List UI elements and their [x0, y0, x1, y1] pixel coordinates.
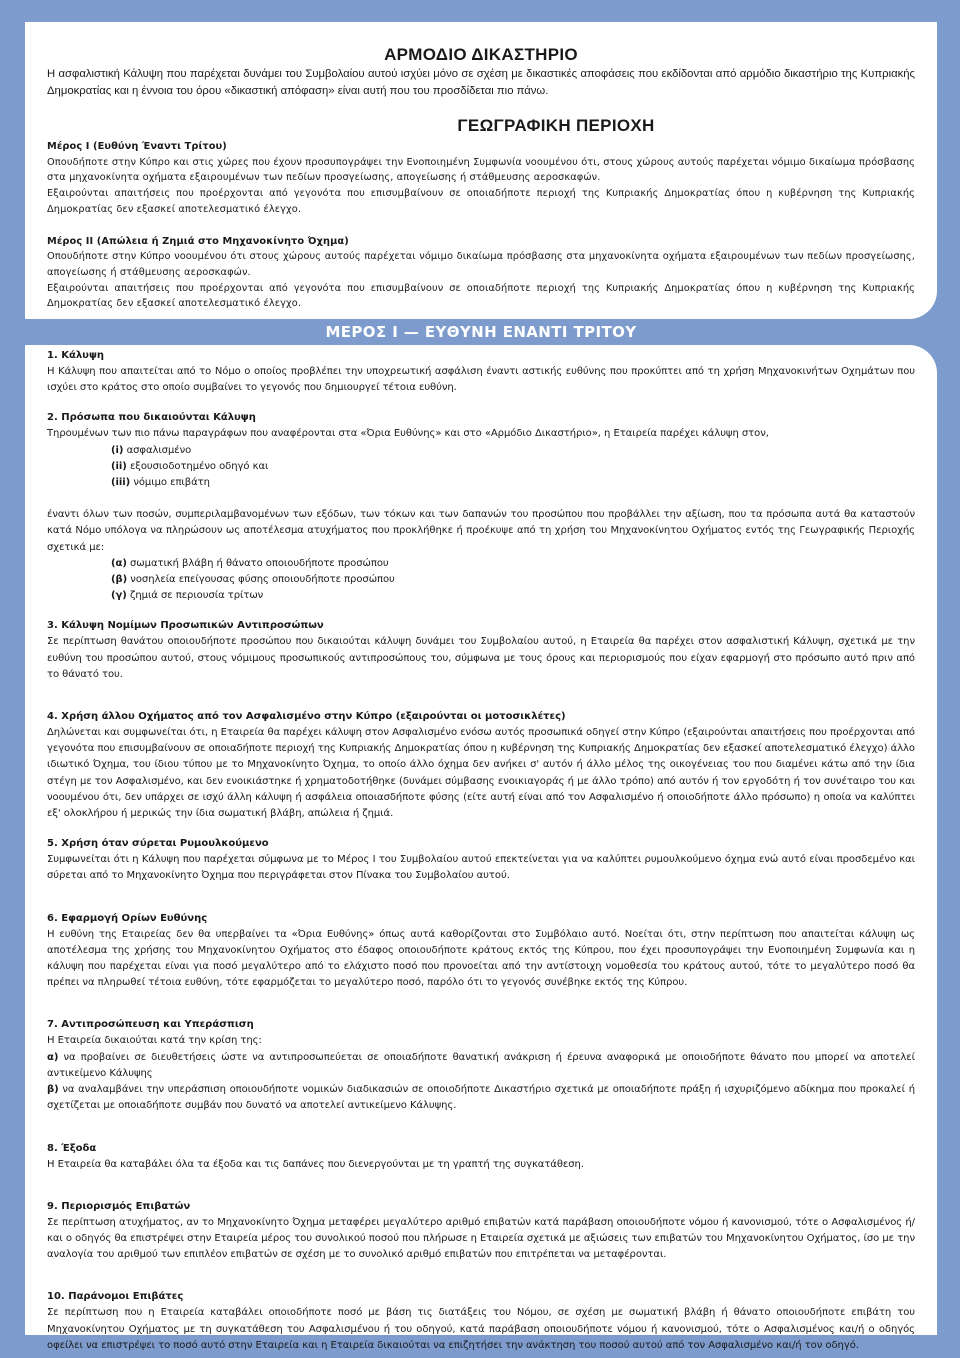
s7-item-b-text: να αναλαμβάνει την υπεράσπιση οποιουδήποτε νομικών διαδικασιών σε οποιοδήποτε Δικαστήριο σχετικά με οποιαδήποτε πράξη ή ισχυριζόμενο αδίκημα που προκαλεί ή σχετίζεται με οποιαδήποτε συμβάν που δυνατό να αποτελεί αντικείμενο Κάλυψης.: [47, 1084, 915, 1112]
s1-heading: 1. Κάλυψη: [47, 350, 104, 361]
s2-item-text: νόμιμο επιβάτη: [133, 477, 210, 489]
s1-text: Η Κάλυψη που απαιτείται από το Νόμο ο οποίος προβλέπει την υποχρεωτική ασφάλιση έναντι αστικής ευθύνης που προκύπτει από τη χρήση Μηχανοκινήτων Οχημάτων που ισχύει στο κράτος στο οποίο συμβαίνει το γεγονός που δημιουργεί τέτοια ευθύνη.: [47, 366, 915, 394]
s10-text: Σε περίπτωση που η Εταιρεία καταβάλει οποιοδήποτε ποσό με βάση τις διατάξεις του Νόμου, σε σχέση με σωματική βλάβη ή θάνατο οποιουδήποτε επιβάτη του Μηχανοκίνητου Οχήματος με τη συγκατάθεση του Ασφαλισμένου ή του οδηγού, κατά παράβαση οποιουδήποτε νόμου ή κανονισμού, τότε ο Ασφαλισμένος και/ή ο οδηγός οφείλει να επιστρέψει το ποσό αυτό στην Εταιρεία και η Εταιρεία δικαιούται να επιζητήσει την ανάκτηση του ποσού αυτού από τον Ασφαλισμένο και/ή τον οδηγό.: [47, 1307, 915, 1351]
s3-heading: 3. Κάλυψη Νομίμων Προσωπικών Αντιπροσώπων: [47, 620, 324, 632]
s2-item: [47, 475, 915, 491]
s7-item-b: [47, 1082, 915, 1114]
s4-text: Δηλώνεται και συμφωνείται ότι, η Εταιρεία θα παρέχει κάλυψη στον Ασφαλισμένο ενόσω αυτός προσωπικά οδηγεί στην Κύπρο (εξαιρούνται απαιτήσεις που προέρχονται από γεγονότα που επισυμβαίνουν σε οποιαδήποτε περιοχή της Κυπριακής Δημοκρατίας όπου η κυβέρνηση της Κυπριακής Δημοκρατίας δεν εξασκεί αποτελεσματικό έλεγχο) άλλο ιδιωτικό Όχημα, του ίδιου τύπου με το Μηχανοκίνητο Όχημα, το οποίο άλλο όχημα δεν ανήκει σ' αυτόν ή άλλο μέλος της οικογένειας του που διαμένει κάτω από την ίδια στέγη με τον Ασφαλισμένο, και δεν ενοικιάστηκε ή χρηματοδοτήθηκε (δυνάμει σύμβασης ενοικιαγοράς ή με άλλο τρόπο) από αυτόν ή τον εργοδότη ή τον συνέταιρο του και νοουμένου ότι, δεν υπάρχει σε ισχύ άλλη κάλυψη ή ασφάλεια οποιασδήποτε φύσης (είτε αυτή είναι από τον Ασφαλισμένο ή οποιοδήποτε άλλο πρόσωπο) η οποία να καλύπτει εξ' ολοκλήρου ή μερικώς την ίδια σωματική βλάβη, απώλεια ή ζημιά.: [47, 727, 915, 820]
area-part1-heading: Μέρος Ι (Ευθύνη Έναντι Τρίτου): [47, 141, 227, 152]
s9-heading: 9. Περιορισμός Επιβατών: [47, 1200, 191, 1212]
s2-harm-item: [47, 572, 915, 588]
s2-harm-text: ζημιά σε περιουσία τρίτων: [129, 590, 264, 602]
area-part1-text1: Οπουδήποτε στην Κύπρο και στις χώρες που έχουν προσυπογράψει την Ενοποιημένη Συμφωνία νοουμένου ότι, στους χώρους αυτούς παρέχεται νόμιμο δικαίωμα πρόσβασης στα μηχανοκίνητα οχήματα εξαιρουμένων των πεδίων προσγείωσης, απογείωσης ή στάθμευσης αεροσκαφών.: [47, 156, 915, 184]
s2-item: [47, 443, 915, 459]
court-section: [47, 44, 915, 99]
part1-band-title: ΜΕΡΟΣ Ι — ΕΥΘΥΝΗ ΕΝΑΝΤΙ ΤΡΙΤΟΥ: [25, 320, 937, 345]
s7-heading: 7. Αντιπροσώπευση και Υπεράσπιση: [47, 1019, 254, 1031]
s2-harm-text: σωματική βλάβη ή θάνατο οποιουδήποτε προσώπου: [130, 557, 389, 569]
s7-item-a-mark: α): [47, 1051, 59, 1063]
court-title: ΑΡΜΟΔΙΟ ΔΙΚΑΣΤΗΡΙΟ: [384, 45, 578, 64]
area-part1-text2: Εξαιρούνται απαιτήσεις που προέρχονται από γεγονότα που επισυμβαίνουν σε οποιαδήποτε περιοχή της Κυπριακής Δημοκρατίας όπου η κυβέρνηση της Κυπριακής Δημοκρατίας δεν εξασκεί αποτελεσματικό έλεγχο.: [47, 188, 915, 215]
s2-harm-mark: (γ): [111, 590, 127, 602]
s7-intro: Η Εταιρεία δικαιούται κατά την κρίση της:: [47, 1035, 262, 1047]
s9-text: Σε περίπτωση ατυχήματος, αν το Μηχανοκίνητο Όχημα μεταφέρει μεγαλύτερο αριθμό επιβατών κατά παράβαση οποιουδήποτε νόμου ή κανονισμού, τότε ο Ασφαλισμένος ή/και ο οδηγός θα επιστρέψει στην Εταιρεία μέρος του συνολικού ποσού που πλήρωσε η Εταιρεία σχετικά με αξιώσεις των επιβατών του Μηχανοκίνητου Οχήματος, ίσο με την αναλογία του αριθμού των επιπλέον επιβατών σε σχέση με το συνολικό αριθμό επιβατών που επιτρέπεται να μεταφέρονται.: [47, 1216, 915, 1261]
s5-text: Συμφωνείται ότι η Κάλυψη που παρέχεται σύμφωνα με το Μέρος Ι του Συμβολαίου αυτού επεκτείνεται για να καλύπτει ρυμουλκούμενο όχημα ενώ αυτό είναι προσδεμένο και σύρεται από το Μηχανοκίνητο Όχημα που περιγράφεται στον Πίνακα του Συμβολαίου αυτού.: [47, 854, 915, 882]
area-part2-text2: Εξαιρούνται απαιτήσεις που προέρχονται από γεγονότα που επισυμβαίνουν σε οποιαδήποτε περιοχή της Κυπριακής Δημοκρατίας όπου η κυβέρνηση της Κυπριακής Δημοκρατίας δεν εξασκεί αποτελεσματικό έλεγχο.: [47, 282, 915, 310]
s7-item-a: [47, 1050, 915, 1082]
s10-heading: 10. Παράνομοι Επιβάτες: [47, 1291, 184, 1303]
s2-harm-text: νοσηλεία επείγουσας φύσης οποιουδήποτε προσώπου: [130, 574, 395, 586]
s2-item: [47, 459, 915, 475]
s4-heading: 4. Χρήση άλλου Οχήματος από τον Ασφαλισμένο στην Κύπρο (εξαιρούνται οι μοτοσικλέτες): [47, 711, 566, 723]
s2-mid-text: έναντι όλων των ποσών, συμπεριλαμβανομένων των εξόδων, των τόκων και των δαπανών του προσώπου που προβάλλει την αξίωση, που τα πρόσωπα αυτά θα καταστούν κατά Νόμο υπόλογα να πληρώσουν ως αποτέλεσμα ατυχήματος που προκλήθηκε ή προέκυψε από τη χρήση του Μηχανοκίνητου Οχήματος εντός της Γεωγραφικής Περιοχής σχετικά με:: [47, 509, 915, 553]
s6-heading: 6. Εφαρμογή Ορίων Ευθύνης: [47, 912, 208, 924]
s2-item-mark: (ii): [111, 460, 127, 472]
area-part2-heading: Μέρος ΙΙ (Απώλεια ή Ζημιά στο Μηχανοκίνητο Όχημα): [47, 235, 349, 247]
s2-heading: 2. Πρόσωπα που δικαιούνται Κάλυψη: [47, 412, 256, 424]
s8-text: Η Εταιρεία θα καταβάλει όλα τα έξοδα και τις δαπάνες που διενεργούνται με τη γραπτή της συγκατάθεση.: [47, 1158, 584, 1170]
s7-item-a-text: να προβαίνει σε διευθετήσεις ώστε να αντιπροσωπεύεται σε οποιαδήποτε θανατική ανάκριση ή έρευνα αναφορικά με οποιοδήποτε θάνατο που μπορεί να αποτελεί αντικείμενο Κάλυψης: [47, 1051, 915, 1079]
s2-harm-item: [47, 556, 915, 572]
s2-harm-item: [47, 588, 915, 604]
terms-section: [47, 348, 915, 1354]
area-title: ΓΕΩΓΡΑΦΙΚΗ ΠΕΡΙΟΧΗ: [457, 116, 655, 135]
s3-text: Σε περίπτωση θανάτου οποιουδήποτε προσώπου που δικαιούται κάλυψη δυνάμει του Συμβολαίου αυτού, η Εταιρεία θα παρέχει στον ασφαλιστική Κάλυψη, σχετικά με την ευθύνη του προσώπου αυτού, στους νόμιμους προσωπικούς αντιπροσώπους του, σύμφωνα με τους όρους και περιορισμούς που είχαν εφαρμογή στο πρόσωπο αυτό πριν από το θάνατό του.: [47, 636, 915, 680]
s2-harm-mark: (β): [111, 574, 128, 586]
s2-intro: Τηρουμένων των πιο πάνω παραγράφων που αναφέρονται στα «Όρια Ευθύνης» και στο «Αρμόδιο Δικαστήριο», η Εταιρεία παρέχει κάλυψη στον,: [47, 428, 769, 440]
s8-heading: 8. Έξοδα: [47, 1142, 97, 1154]
s2-item-text: εξουσιοδοτημένο οδηγό και: [129, 460, 269, 472]
area-section: [47, 115, 915, 312]
s2-item-text: ασφαλισμένο: [126, 444, 192, 456]
s2-item-mark: (iii): [111, 477, 131, 489]
s2-item-mark: (i): [111, 444, 124, 456]
area-part2-text1: Οπουδήποτε στην Κύπρο νοουμένου ότι στους χώρους αυτούς παρέχεται νόμιμο δικαίωμα πρόσβασης στα μηχανοκίνητα οχήματα εξαιρουμένων των πεδίων προσγείωσης, απογείωσης ή στάθμευσης αεροσκαφών.: [47, 251, 915, 278]
s5-heading: 5. Χρήση όταν σύρεται Ρυμουλκούμενο: [47, 838, 269, 850]
s7-item-b-mark: β): [47, 1084, 59, 1096]
court-text: Η ασφαλιστική Κάλυψη που παρέχεται δυνάμει του Συμβολαίου αυτού ισχύει μόνο σε σχέση με δικαστικές αποφάσεις που εκδίδονται από αρμόδιο δικαστήριο της Κυπριακής Δημοκρατίας και η έννοια του όρου «δικαστική απόφαση» είναι αυτή που του προσδίδεται πιο πάνω.: [47, 68, 915, 97]
s2-harm-mark: (α): [111, 557, 127, 569]
s6-text: Η ευθύνη της Εταιρείας δεν θα υπερβαίνει τα «Όρια Ευθύνης» όπως αυτά καθορίζονται στο Συμβόλαιο αυτό. Νοείται ότι, στην περίπτωση που απαιτείται κάλυψη ως αποτέλεσμα της χρήσης του Μηχανοκίνητου Οχήματος στο έδαφος οποιουδήποτε κράτους εκτός της Κύπρου, που έχει προσυπογράψει την Ενοποιημένη Συμφωνία και η κάλυψη που παρέχεται είναι για ποσό μεγαλύτερο από το ελάχιστο ποσό που προνοείται από την αντίστοιχη νομοθεσία του κράτους αυτού, τότε το μεγαλύτερο ποσό θα πρέπει να πληρωθεί τέτοια ευθύνη, τότε εφαρμόζεται το μεγαλύτερο ποσό, παρόλο ότι το γεγονός συνέβηκε εκτός της Κύπρου.: [47, 928, 915, 989]
